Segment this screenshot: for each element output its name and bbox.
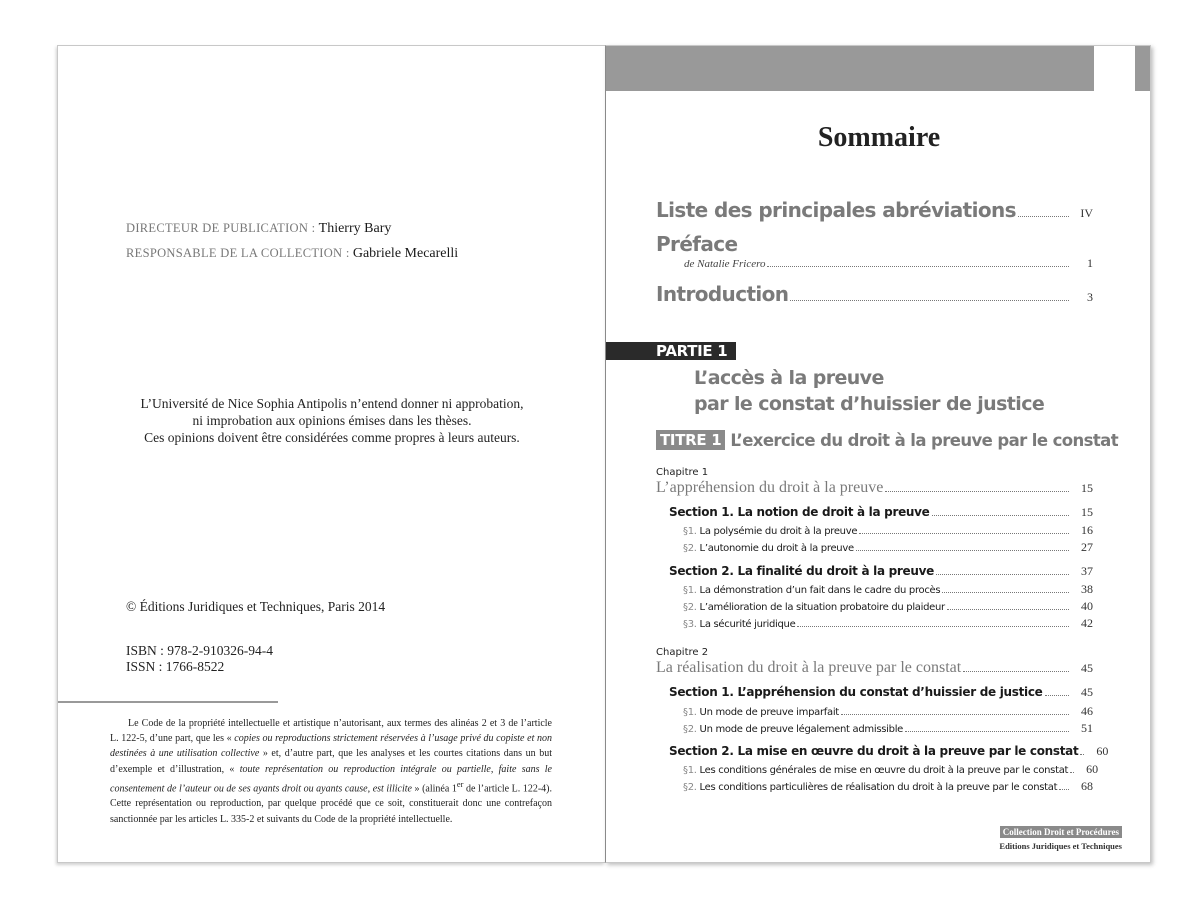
titre-badge: TITRE 1 xyxy=(656,430,725,450)
toc-entry-label xyxy=(683,543,854,554)
paragraph-title: L’autonomie du droit à la preuve xyxy=(699,543,854,554)
toc-entry-preface-author[interactable] xyxy=(656,256,1093,271)
dot-leader xyxy=(856,550,1069,551)
toc-page-number: 27 xyxy=(1081,540,1093,554)
toc-paragraph[interactable] xyxy=(683,704,1093,719)
paragraph-number: §3. xyxy=(683,619,697,630)
paragraph-title: La polysémie du droit à la preuve xyxy=(699,526,858,537)
legal-text: » (alinéa 1 xyxy=(411,783,457,795)
university-disclaimer xyxy=(58,395,605,446)
credit-collection-manager xyxy=(126,241,458,266)
dot-leader xyxy=(936,574,1069,575)
paragraph-number: §2. xyxy=(683,543,697,554)
toc-paragraph[interactable] xyxy=(683,523,1093,538)
toc-paragraph[interactable] xyxy=(683,540,1093,555)
toc-page-number: 15 xyxy=(1081,481,1093,495)
toc-entry-label xyxy=(683,707,839,718)
legal-quote: copies ou reproductions strictement réservées à l’usage privé du copiste et non destinées à une utilisation collective xyxy=(110,733,552,760)
legal-notice xyxy=(110,716,552,827)
toc-entry-label: Section 2. La mise en œuvre du droit à la preuve par le constat xyxy=(669,744,1079,758)
toc-section[interactable] xyxy=(669,564,1093,579)
dot-leader xyxy=(947,609,1069,610)
legal-text: » et, d’autre part, que les analyses et les courtes citations dans un but d’exemple et d’illustration, « xyxy=(110,748,552,775)
publisher-name: Editions Juridiques et Techniques xyxy=(999,841,1122,851)
page-title: Sommaire xyxy=(817,122,941,153)
disclaimer-line: L’Université de Nice Sophia Antipolis n’entend donner ni approbation, xyxy=(140,396,524,411)
toc-page-number: 46 xyxy=(1081,704,1093,718)
dot-leader xyxy=(1070,772,1074,773)
toc-entry-label xyxy=(683,619,795,630)
toc-entry-label: L’appréhension du droit à la preuve xyxy=(656,479,884,496)
dot-leader xyxy=(767,266,1069,267)
left-page xyxy=(57,45,605,863)
titre-text: L’exercice du droit à la preuve par le constat xyxy=(730,430,1118,450)
dot-leader xyxy=(841,714,1069,715)
paragraph-title: Un mode de preuve légalement admissible xyxy=(699,724,904,735)
toc-page-number: 38 xyxy=(1081,582,1093,596)
toc-page-number: 51 xyxy=(1081,721,1093,735)
dot-leader xyxy=(1080,754,1084,755)
collection-footer xyxy=(999,822,1122,851)
header-tab xyxy=(1135,46,1150,91)
disclaimer-line: ni improbation aux opinions émises dans les thèses. xyxy=(192,413,472,428)
paragraph-number: §1. xyxy=(683,765,697,776)
toc-paragraph[interactable] xyxy=(683,721,1093,736)
toc-page-number: 42 xyxy=(1081,616,1093,630)
paragraph-number: §1. xyxy=(683,707,697,718)
dot-leader xyxy=(1059,789,1069,790)
disclaimer-line: Ces opinions doivent être considérées comme propres à leurs auteurs. xyxy=(144,430,520,445)
partie-title[interactable] xyxy=(694,365,1044,417)
toc-page-number: 45 xyxy=(1081,685,1093,699)
toc-chapter-1[interactable] xyxy=(656,479,1093,497)
right-page xyxy=(605,45,1151,863)
dot-leader xyxy=(905,731,1069,732)
copyright-notice: © Éditions Juridiques et Techniques, Paris 2014 xyxy=(126,599,386,614)
paragraph-title: Les conditions générales de mise en œuvre du droit à la preuve par le constat xyxy=(699,765,1069,776)
credit-role: RESPONSABLE DE LA COLLECTION : xyxy=(126,246,350,260)
paragraph-title: L’amélioration de la situation probatoire du plaideur xyxy=(699,602,945,613)
collection-name: Collection Droit et Procédures xyxy=(1000,826,1122,838)
partie-label: PARTIE 1 xyxy=(606,342,736,360)
toc-section[interactable] xyxy=(669,685,1093,700)
legal-text: Le Code de la propriété intellectuelle et artistique n’autorisant, aux termes des alinéas 2 et 3 de l’article L. 122-5, d’une part, que les « xyxy=(110,718,552,745)
toc-entry-label: Section 1. L’appréhension du constat d’huissier de justice xyxy=(669,685,1043,699)
toc-paragraph[interactable] xyxy=(683,599,1093,614)
titre-heading[interactable] xyxy=(656,430,1118,450)
dot-leader xyxy=(790,300,1069,301)
toc-entry-label xyxy=(683,724,903,735)
toc-section[interactable] xyxy=(669,744,1109,759)
dot-leader xyxy=(932,515,1069,516)
chapter-label: Chapitre 2 xyxy=(656,647,709,658)
dot-leader xyxy=(963,671,1069,672)
toc-page-number: 15 xyxy=(1081,505,1093,519)
toc-entry-label: Introduction xyxy=(656,282,789,306)
toc-entry-abbreviations[interactable] xyxy=(656,198,1093,222)
credit-role: DIRECTEUR DE PUBLICATION : xyxy=(126,221,316,235)
toc-page-number: 40 xyxy=(1081,599,1093,613)
partie-title-line: L’accès à la preuve xyxy=(694,367,884,389)
paragraph-number: §2. xyxy=(683,724,697,735)
toc-entry-label: Liste des principales abréviations xyxy=(656,198,1016,222)
toc-page-number: 16 xyxy=(1081,523,1093,537)
credits-block xyxy=(126,216,458,266)
toc-paragraph[interactable] xyxy=(683,616,1093,631)
credit-name: Gabriele Mecarelli xyxy=(352,246,459,261)
paragraph-number: §1. xyxy=(683,585,697,596)
toc-paragraph[interactable] xyxy=(683,779,1093,794)
chapter-label: Chapitre 1 xyxy=(656,467,709,478)
toc-entry-label: La réalisation du droit à la preuve par le constat xyxy=(656,659,962,676)
toc-entry-label xyxy=(683,765,1068,776)
book-spread xyxy=(57,45,1151,863)
legal-superscript: er xyxy=(456,779,464,789)
toc-page-number: 3 xyxy=(1087,290,1093,304)
toc-entry-label: Section 1. La notion de droit à la preuve xyxy=(669,505,930,519)
dot-leader xyxy=(859,533,1069,534)
credit-director xyxy=(126,216,458,241)
dot-leader xyxy=(885,491,1069,492)
paragraph-number: §2. xyxy=(683,602,697,613)
isbn: ISBN : 978-2-910326-94-4 xyxy=(126,643,273,658)
toc-entry-label xyxy=(683,602,945,613)
toc-page-number: 1 xyxy=(1087,256,1093,270)
toc-page-number: 60 xyxy=(1096,744,1109,758)
paragraph-title: Les conditions particulières de réalisation du droit à la preuve par le constat xyxy=(699,782,1058,793)
toc-page-number: 37 xyxy=(1081,564,1093,578)
toc-page-number: IV xyxy=(1080,206,1093,220)
partie-title-line: par le constat d’huissier de justice xyxy=(694,393,1045,415)
toc-entry-label: de Natalie Fricero xyxy=(684,258,766,270)
divider xyxy=(58,701,278,703)
toc-entry-label xyxy=(683,782,1057,793)
paragraph-title: Un mode de preuve imparfait xyxy=(699,707,839,718)
toc-entry-label xyxy=(683,526,857,537)
dot-leader xyxy=(797,626,1069,627)
toc-section[interactable] xyxy=(669,505,1093,520)
credit-name: Thierry Bary xyxy=(318,221,392,236)
paragraph-title: La sécurité juridique xyxy=(699,619,796,630)
toc-entry-label: Section 2. La finalité du droit à la preuve xyxy=(669,564,934,578)
toc-entry-label xyxy=(683,585,940,596)
toc-page-number: 60 xyxy=(1086,762,1099,776)
toc-chapter-2[interactable] xyxy=(656,659,1093,677)
dot-leader xyxy=(1045,695,1069,696)
toc-entry-preface[interactable]: Préface xyxy=(656,232,738,256)
toc-entry-introduction[interactable] xyxy=(656,282,1093,306)
paragraph-number: §1. xyxy=(683,526,697,537)
toc-page-number: 45 xyxy=(1081,661,1093,675)
dot-leader xyxy=(942,592,1069,593)
paragraph-number: §2. xyxy=(683,782,697,793)
issn: ISSN : 1766-8522 xyxy=(126,659,225,674)
identifiers xyxy=(126,643,273,675)
toc-page-number: 68 xyxy=(1081,779,1093,793)
legal-text: de l’article L. 122-4). Cette représentation ou reproduction, par quelque procédé que ce soit, constituerait donc une contrefaçon sanctionnée par les articles L. 335-2 et suivants du Code de la propriété intellectuelle. xyxy=(110,783,552,825)
paragraph-title: La démonstration d’un fait dans le cadre du procès xyxy=(699,585,941,596)
dot-leader xyxy=(1018,216,1069,217)
toc-paragraph[interactable] xyxy=(683,762,1099,777)
toc-paragraph[interactable] xyxy=(683,582,1093,597)
legal-quote: toute représentation ou reproduction intégrale ou partielle, faite sans le consentement de l’auteur ou de ses ayants droit ou ayants cause, est illicite xyxy=(110,763,552,795)
header-band xyxy=(606,46,1094,91)
